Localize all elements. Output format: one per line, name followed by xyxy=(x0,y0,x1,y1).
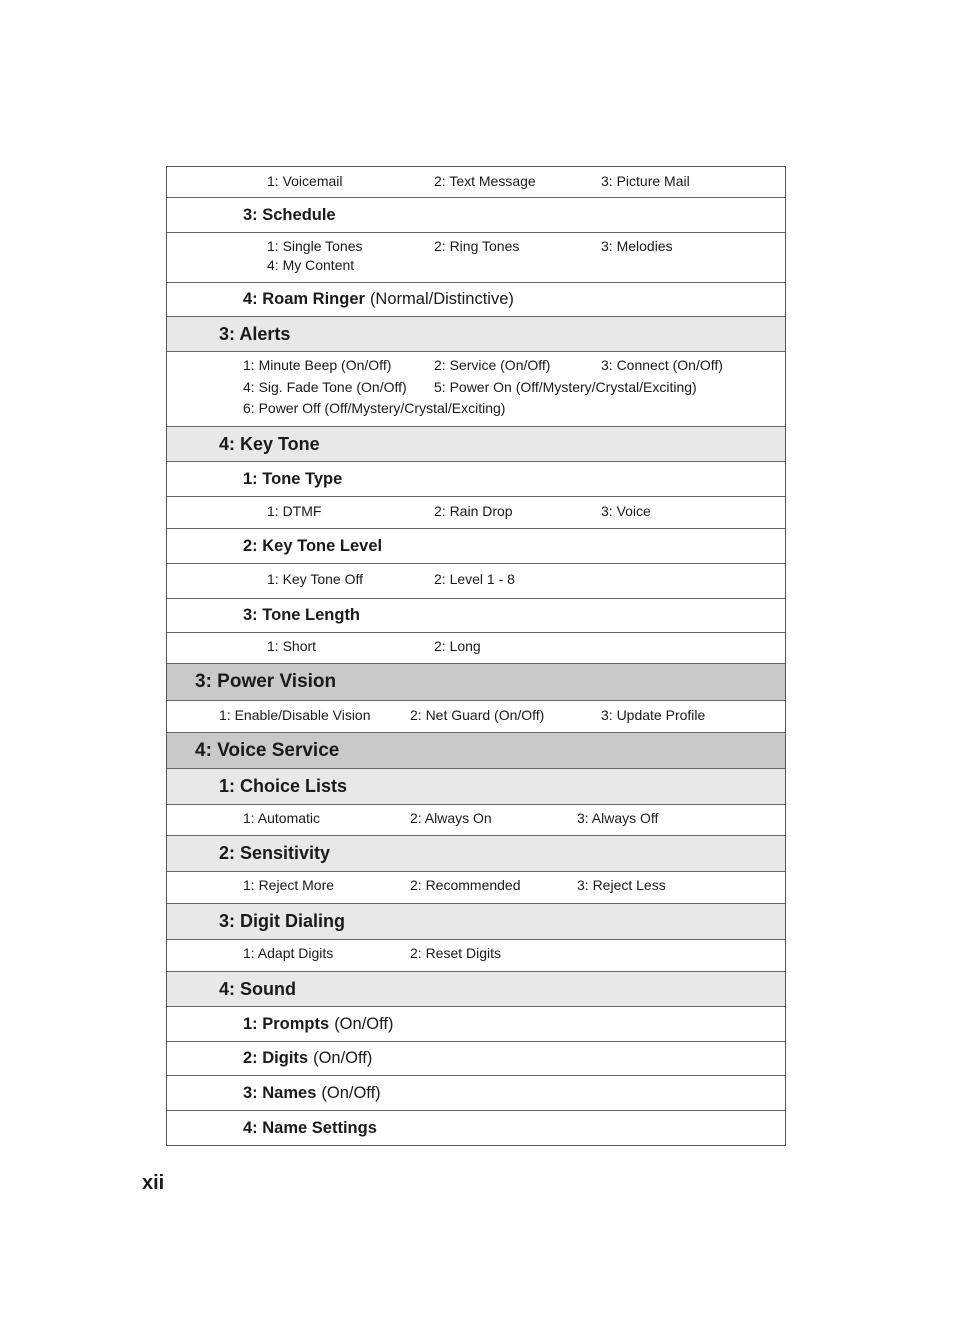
heading-label: 1: Prompts xyxy=(243,1014,330,1033)
menu-heading-row xyxy=(167,769,785,805)
menu-heading-row xyxy=(167,427,785,462)
menu-option: 6: Power Off (Off/Mystery/Crystal/Exciting) xyxy=(243,400,506,416)
menu-heading-1-tone-type xyxy=(243,462,342,496)
menu-option: 3: Always Off xyxy=(577,810,659,826)
menu-option: 3: Update Profile xyxy=(601,707,706,723)
menu-heading-row xyxy=(167,317,785,352)
menu-option: 2: Long xyxy=(434,638,481,654)
menu-option: 1: Voicemail xyxy=(267,173,343,189)
heading-suffix: (On/Off) xyxy=(321,1083,381,1102)
menu-heading-4-key-tone xyxy=(219,427,320,461)
menu-options-row xyxy=(167,497,785,529)
menu-heading-row xyxy=(167,529,785,564)
menu-option: 4: My Content xyxy=(267,257,355,273)
menu-heading-row xyxy=(167,1007,785,1042)
heading-label: 1: Choice Lists xyxy=(219,776,348,796)
heading-label: 4: Roam Ringer xyxy=(243,290,365,308)
menu-heading-2-digits xyxy=(243,1042,372,1075)
menu-options-row xyxy=(167,167,785,198)
menu-option: 2: Level 1 - 8 xyxy=(434,571,515,587)
menu-option: 1: Automatic xyxy=(243,810,321,826)
menu-heading-2-sensitivity xyxy=(219,836,330,871)
menu-options-row xyxy=(167,701,785,733)
menu-heading-3-names xyxy=(243,1076,381,1110)
menu-option: 1: Minute Beep (On/Off) xyxy=(243,357,392,373)
menu-option: 3: Connect (On/Off) xyxy=(601,357,723,373)
menu-heading-4-roam-ringer xyxy=(243,283,514,316)
heading-label: 3: Schedule xyxy=(243,205,336,224)
menu-heading-row xyxy=(167,599,785,633)
menu-options-row xyxy=(167,564,785,599)
menu-heading-3-digit-dialing xyxy=(219,904,345,939)
menu-option: 1: DTMF xyxy=(267,503,322,519)
heading-label: 2: Digits xyxy=(243,1049,309,1067)
menu-options-row xyxy=(167,233,785,283)
heading-label: 3: Alerts xyxy=(219,323,291,344)
heading-label: 3: Power Vision xyxy=(195,671,337,692)
menu-heading-row xyxy=(167,904,785,940)
menu-option: 2: Service (On/Off) xyxy=(434,357,551,373)
menu-heading-row xyxy=(167,198,785,233)
menu-options-row xyxy=(167,352,785,427)
menu-heading-row xyxy=(167,972,785,1007)
heading-suffix: (On/Off) xyxy=(313,1049,373,1067)
heading-label: 2: Key Tone Level xyxy=(243,536,383,555)
menu-option: 1: Short xyxy=(267,638,317,654)
menu-heading-4-sound xyxy=(219,972,296,1006)
menu-heading-row xyxy=(167,1042,785,1076)
menu-heading-3-alerts xyxy=(219,317,290,351)
heading-suffix: (On/Off) xyxy=(334,1014,394,1033)
menu-option: 3: Voice xyxy=(601,503,651,519)
menu-heading-row xyxy=(167,733,785,769)
menu-option: 1: Key Tone Off xyxy=(267,571,363,587)
heading-suffix: (Normal/Distinctive) xyxy=(369,290,514,308)
menu-option: 2: Ring Tones xyxy=(434,238,520,254)
menu-heading-row xyxy=(167,664,785,701)
menu-option: 2: Recommended xyxy=(410,877,521,893)
menu-heading-row xyxy=(167,462,785,497)
menu-option: 1: Reject More xyxy=(243,877,335,893)
menu-option: 1: Enable/Disable Vision xyxy=(219,707,371,723)
menu-option: 4: Sig. Fade Tone (On/Off) xyxy=(243,379,407,395)
heading-label: 1: Tone Type xyxy=(243,469,343,488)
menu-heading-1-choice-lists xyxy=(219,769,347,804)
menu-heading-row xyxy=(167,1111,785,1145)
menu-option: 2: Net Guard (On/Off) xyxy=(410,707,545,723)
menu-options-row xyxy=(167,633,785,664)
menu-option: 2: Always On xyxy=(410,810,492,826)
heading-label: 2: Sensitivity xyxy=(219,843,331,863)
page-number: xii xyxy=(142,1172,165,1194)
heading-label: 3: Digit Dialing xyxy=(219,911,345,931)
menu-options-row xyxy=(167,872,785,904)
menu-heading-2-key-tone-level xyxy=(243,529,382,563)
menu-heading-row xyxy=(167,1076,785,1111)
menu-heading-3-power-vision xyxy=(195,664,336,700)
heading-label: 4: Voice Service xyxy=(195,739,340,761)
menu-option: 5: Power On (Off/Mystery/Crystal/Exciting) xyxy=(434,379,697,395)
heading-label: 4: Sound xyxy=(219,978,296,999)
menu-option: 1: Single Tones xyxy=(267,238,363,254)
menu-option: 1: Adapt Digits xyxy=(243,945,334,961)
menu-option: 3: Melodies xyxy=(601,238,673,254)
menu-heading-4-voice-service xyxy=(195,733,339,768)
menu-option: 3: Picture Mail xyxy=(601,173,690,189)
menu-heading-row xyxy=(167,836,785,872)
menu-heading-row xyxy=(167,283,785,317)
menu-heading-4-name-settings xyxy=(243,1111,377,1145)
heading-label: 4: Name Settings xyxy=(243,1118,377,1137)
menu-heading-3-schedule xyxy=(243,198,336,232)
heading-label: 3: Tone Length xyxy=(243,606,361,624)
menu-option: 2: Reset Digits xyxy=(410,945,502,961)
menu-heading-1-prompts xyxy=(243,1007,393,1041)
menu-option: 2: Text Message xyxy=(434,173,536,189)
menu-heading-3-tone-length xyxy=(243,599,360,632)
menu-options-row xyxy=(167,940,785,972)
menu-options-row xyxy=(167,805,785,836)
menu-option: 2: Rain Drop xyxy=(434,503,513,519)
menu-table xyxy=(166,166,786,1146)
heading-label: 4: Key Tone xyxy=(219,433,320,454)
heading-label: 3: Names xyxy=(243,1083,317,1102)
menu-option: 3: Reject Less xyxy=(577,877,666,893)
